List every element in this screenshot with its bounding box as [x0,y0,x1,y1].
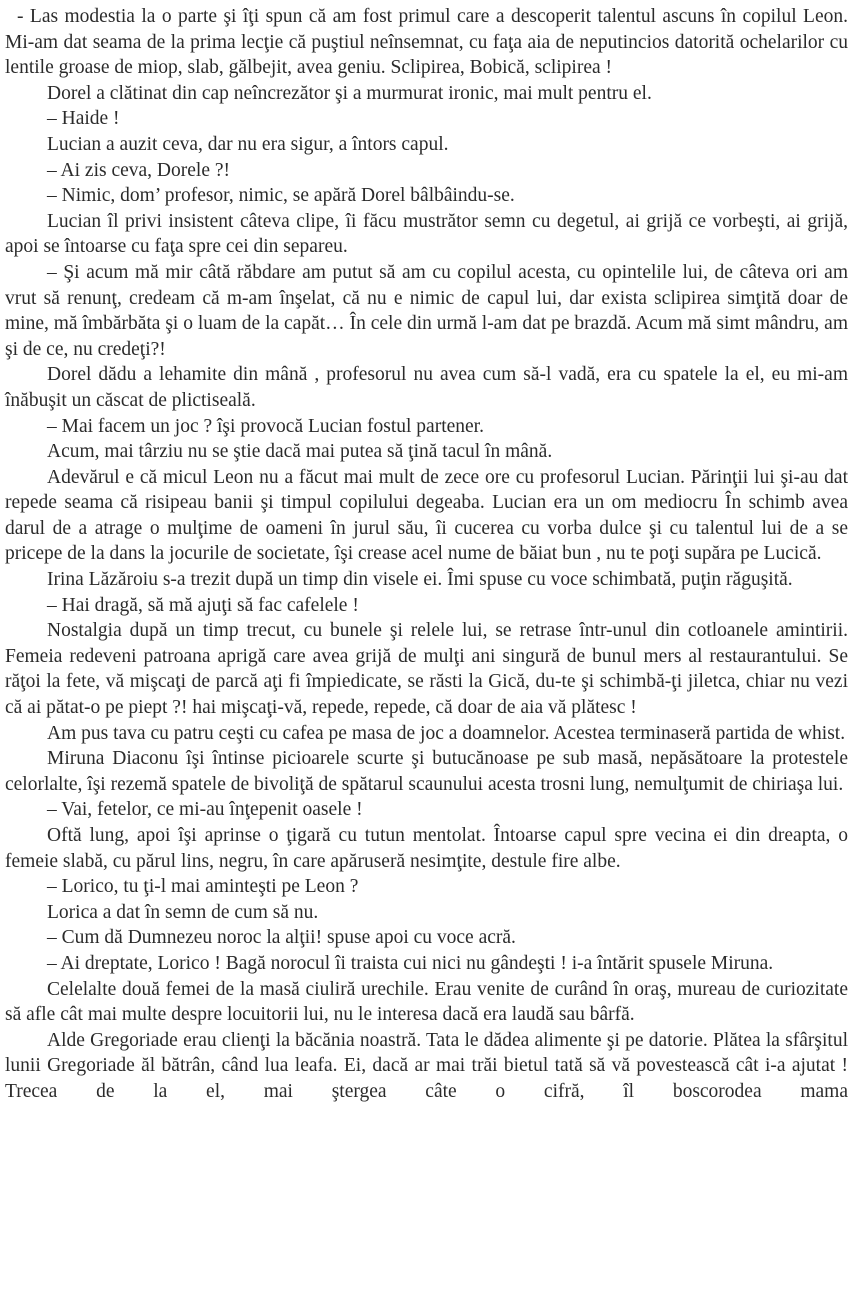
paragraph: – Haide ! [47,108,120,130]
paragraph: – Ai dreptate, Lorico ! Bagă norocul îi traista cui nici nu gândeşti ! i-a întărit spusele Miruna. [47,952,774,974]
paragraph: – Cum dă Dumnezeu noroc la alţii! spuse apoi cu voce acră. [47,927,516,949]
paragraph: Miruna Diaconu îşi întinse picioarele scurte şi butucănoase pe sub masă, nepăsătoare la protestele celorlalte, îşi rezemă spatele de bivoliţă de spătarul scaunului acesta trosni lung, nemulţumit de chiriaşa lui. [5,748,848,795]
paragraph: Lucian îl privi insistent câteva clipe, îi făcu mustrător semn cu degetul, ai grijă ce vorbeşti, ai grijă, apoi se întoarse cu faţa spre cei din separeu. [5,210,848,258]
paragraph: Lucian a auzit ceva, dar nu era sigur, a întors capul. [47,133,449,155]
paragraph: Celelalte două femei de la masă ciuliră urechile. Erau venite de curând în oraş, mureau de curiozitate să afle cât mai multe despre locuitorii lui, nu le interesa dacă era laudă sau bârfă. [5,978,848,1026]
paragraph: – Nimic, dom’ profesor, nimic, se apără Dorel bâlbâindu-se. [47,185,515,207]
paragraph: Dorel dădu a lehamite din mână , profesorul nu avea cum să-l vadă, era cu spatele la el, eu mi-am înăbuşit un căscat de plictiseală. [5,364,848,411]
paragraph: Am pus tava cu patru ceşti cu cafea pe masa de joc a doamnelor. Acestea terminaseră partida de whist. [47,722,846,744]
paragraph: Adevărul e că micul Leon nu a făcut mai mult de zece ore cu profesorul Lucian. Părinţii lui şi-au dat repede seama că risipeau banii şi timpul copilului degeaba. Lucian era un om mediocru În schimb avea darul de a atrage o mulţime de oameni în jurul său, îi cucerea cu vorba dulce şi cu talentul lui de a se pricepe de la dans la jocurile de societate, îşi crease acel nume de băiat bun , nu te poţi supăra pe Lucică. [5,466,848,565]
paragraph: – Şi acum mă mir câtă răbdare am putut să am cu copilul acesta, cu opintelile lui, de câteva ori am vrut să renunţ, credeam că m-am înşelat, că nu e nimic de capul lui, dar exista sclipirea simţită doar de mine, mă îmbărbăta şi o luam de la capăt… În cele din urmă l-am dat pe brazdă. Acum mă simt mândru, am şi de ce, nu credeţi?! [5,261,848,360]
paragraph: Lorica a dat în semn de cum să nu. [47,901,319,923]
paragraph: Dorel a clătinat din cap neîncrezător şi a murmurat ironic, mai mult pentru el. [47,82,652,104]
paragraph: Nostalgia după un timp trecut, cu bunele şi relele lui, se retrase într-unul din cotloanele amintirii. Femeia redeveni patroana aprigă care avea grijă de mulţi ani singură de bunul mers al restaurantului. Se răţoi la fete, vă mişcaţi de parcă aţi fi împiedicate, se răsti la Gică, du-te şi schimbă-ţi jiletca, chiar nu vezi că ai pătat-o pe piept ?! hai mişcaţi-vă, repede, repede, că doar de aia vă plătesc ! [5,620,848,719]
paragraph: Irina Lăzăroiu s-a trezit după un timp din visele ei. Îmi spuse cu voce schimbată, puţin răguşită. [47,569,793,591]
paragraph: Oftă lung, apoi îşi aprinse o ţigară cu tutun mentolat. Întoarse capul spre vecina ei din dreapta, o femeie slabă, cu părul lins, negru, în care apăruseră nesimţite, destule fire albe. [5,825,848,872]
paragraph: Acum, mai târziu nu se ştie dacă mai putea să ţină tacul în mână. [47,441,553,463]
paragraph: Alde Gregoriade erau clienţi la băcănia noastră. Tata le dădea alimente şi pe datorie. Plătea la sfârşitul lunii Gregoriade ăl bătrân, când lua leafa. Ei, dacă ar mai trăi bietul tată să vă povestească cât i-a ajutat ! Trecea de la el, mai ştergea câte o cifră, îl boscorodea mama [5,1029,848,1102]
paragraph: – Ai zis ceva, Dorele ?! [47,159,231,181]
paragraph: – Hai dragă, să mă ajuţi să fac cafelele ! [47,594,359,616]
paragraph: – Lorico, tu ţi-l mai aminteşti pe Leon ? [47,876,359,898]
paragraph: – Mai facem un joc ? îşi provocă Lucian fostul partener. [47,415,484,437]
paragraph: - Las modestia la o parte şi îţi spun că am fost primul care a descoperit talentul ascuns în copilul Leon. Mi-am dat seama de la prima lecţie că puştiul neînsemnat, cu faţa aia de neputincios datorită ochelarilor cu lentile groase de miop, slab, gălbejit, avea geniu. Sclipirea, Bobică, sclipirea ! [5,6,848,79]
paragraph: – Vai, fetelor, ce mi-au înţepenit oasele ! [47,799,363,821]
